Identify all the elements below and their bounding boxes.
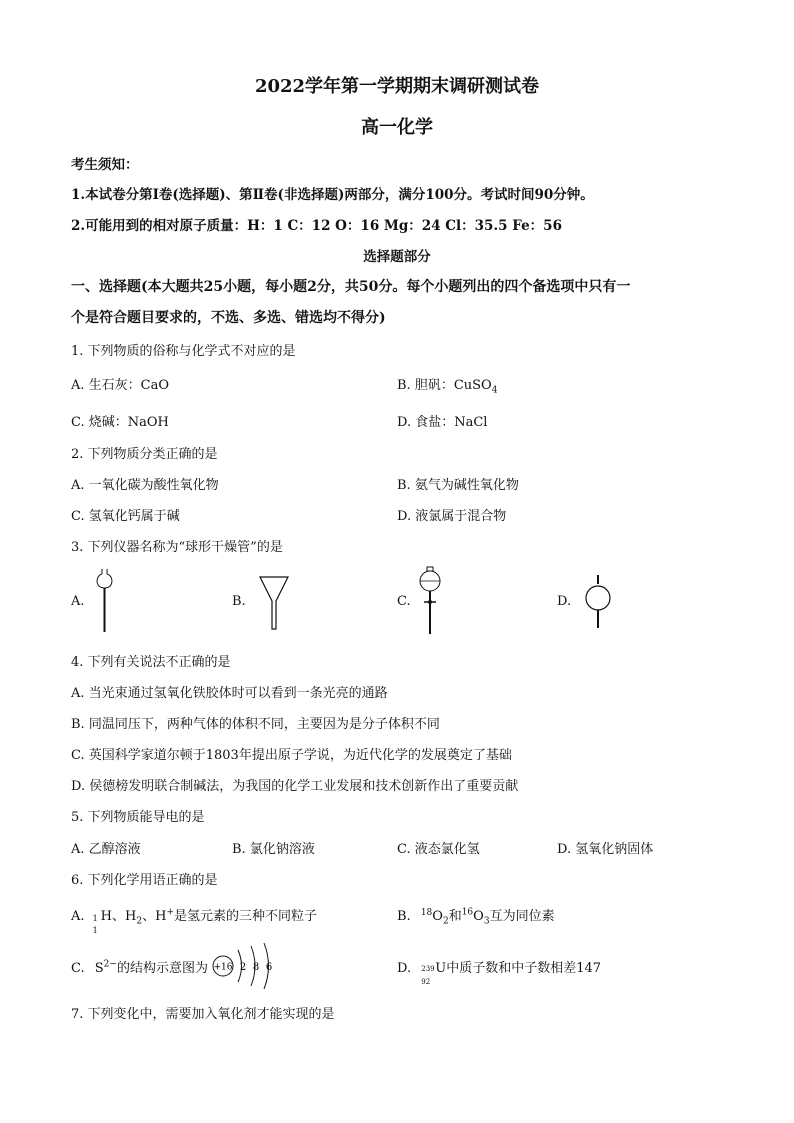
oxygen-symbol: O xyxy=(473,909,484,924)
notice-heading: 考生须知： xyxy=(71,157,139,173)
question-1-option-c: C. 烧碱：NaOH xyxy=(71,415,169,430)
option-text: 中质子数和中子数相差147 xyxy=(446,961,602,976)
mass-number: 16 xyxy=(461,907,474,918)
mass-number: 239 xyxy=(421,965,435,973)
section-title: 选择题部分 xyxy=(363,249,431,265)
part-instruction-line-1: 一、选择题(本大题共25小题，每小题2分，共50分。每个小题列出的四个备选项中只有一 xyxy=(71,279,631,295)
question-7-stem: 7. 下列变化中，需要加入氧化剂才能实现的是 xyxy=(71,1007,335,1022)
question-3-option-b: B. xyxy=(232,594,246,609)
question-4-option-a: A. 当光束通过氢氧化铁胶体时可以看到一条光亮的通路 xyxy=(71,686,388,701)
question-3-option-a: A. xyxy=(71,594,85,609)
sulfur-symbol: S xyxy=(94,961,104,976)
round-bottom-flask-icon xyxy=(94,568,116,634)
question-6-stem: 6. 下列化学用语正确的是 xyxy=(71,873,218,888)
question-5-option-c: C. 液态氯化氢 xyxy=(397,842,480,857)
question-2-stem: 2. 下列物质分类正确的是 xyxy=(71,447,218,462)
question-5-option-b: B. 氯化钠溶液 xyxy=(232,842,315,857)
question-2-option-c: C. 氢氧化钙属于碱 xyxy=(71,509,180,524)
question-4-option-b: B. 同温同压下，两种气体的体积不同，主要因为是分子体积不同 xyxy=(71,717,440,732)
subscript: 2 xyxy=(136,916,143,927)
question-4-option-c: C. 英国科学家道尔顿于1803年提出原子学说，为近代化学的发展奠定了基础 xyxy=(71,748,512,763)
question-5-option-d: D. 氢氧化钠固体 xyxy=(557,842,654,857)
notice-item-2: 2.可能用到的相对原子质量：H：1 C：12 O：16 Mg：24 Cl：35.5 Fe：56 xyxy=(71,218,562,234)
part-instruction-line-2: 个是符合题目要求的，不选、多选、错选均不得分) xyxy=(71,310,386,326)
question-2-option-d: D. 液氯属于混合物 xyxy=(397,509,507,524)
uranium-symbol: U xyxy=(435,961,447,976)
question-1-option-b-text: B. 胆矾：CuSO xyxy=(397,378,492,393)
question-6-option-d xyxy=(397,957,602,986)
question-1-stem: 1. 下列物质的俗称与化学式不对应的是 xyxy=(71,344,296,359)
subscript: 3 xyxy=(483,916,490,927)
exam-title: 2022学年第一学期期末调研测试卷 xyxy=(254,76,540,97)
conjunction-text: 和 xyxy=(448,909,462,924)
question-4-stem: 4. 下列有关说法不正确的是 xyxy=(71,655,231,670)
option-text: 互为同位素 xyxy=(489,909,555,924)
separator-text: 、H xyxy=(112,909,137,924)
oxygen-symbol: O xyxy=(432,909,443,924)
question-5-option-a: A. 乙醇溶液 xyxy=(71,842,141,857)
question-2-option-a: A. 一氧化碳为酸性氧化物 xyxy=(71,478,219,493)
atomic-number: 92 xyxy=(421,978,431,986)
charge: 2− xyxy=(103,959,117,970)
exam-subject: 高一化学 xyxy=(361,117,433,138)
hydrogen-symbol: H xyxy=(100,909,113,924)
notice-item-1: 1.本试卷分第Ⅰ卷(选择题)、第Ⅱ卷(非选择题)两部分，满分100分。考试时间90分钟。 xyxy=(71,187,594,203)
separator-text: 、H xyxy=(142,909,167,924)
subscript: 2 xyxy=(442,916,449,927)
question-1-option-b xyxy=(397,374,497,396)
question-1-option-d: D. 食盐：NaCl xyxy=(397,415,488,430)
atomic-structure-diagram xyxy=(212,940,278,992)
option-label: C. xyxy=(71,961,85,976)
question-3-option-c: C. xyxy=(397,594,411,609)
question-2-option-b: B. 氨气为碱性氧化物 xyxy=(397,478,519,493)
charge: + xyxy=(166,907,174,918)
option-label: B. xyxy=(397,909,411,924)
question-1-option-b-subscript: 4 xyxy=(491,385,498,396)
question-3-option-d: D. xyxy=(557,594,572,609)
nucleus-charge: +16 xyxy=(213,962,233,973)
shell-3-electrons: 6 xyxy=(265,962,273,973)
question-6-option-b xyxy=(397,905,555,927)
mass-number: 18 xyxy=(420,907,433,918)
option-text: 的结构示意图为 xyxy=(116,961,208,976)
question-4-option-d: D. 侯德榜发明联合制碱法，为我国的化学工业发展和技术创新作出了重要贡献 xyxy=(71,779,519,794)
question-5-stem: 5. 下列物质能导电的是 xyxy=(71,810,205,825)
mass-number: 1 xyxy=(92,914,98,923)
question-6-option-c xyxy=(71,957,208,976)
option-label: A. xyxy=(71,909,85,924)
funnel-icon xyxy=(258,575,290,631)
shell-1-electrons: 2 xyxy=(239,962,247,973)
question-3-stem: 3. 下列仪器名称为“球形干燥管”的是 xyxy=(71,540,283,555)
spherical-drying-tube-icon xyxy=(584,574,612,630)
question-6-option-a xyxy=(71,905,317,935)
separatory-funnel-icon xyxy=(418,566,442,636)
atomic-number: 1 xyxy=(92,926,98,935)
shell-2-electrons: 8 xyxy=(252,962,260,973)
question-1-option-a: A. 生石灰：CaO xyxy=(71,378,170,393)
option-label: D. xyxy=(397,961,412,976)
option-text: 是氢元素的三种不同粒子 xyxy=(173,909,317,924)
